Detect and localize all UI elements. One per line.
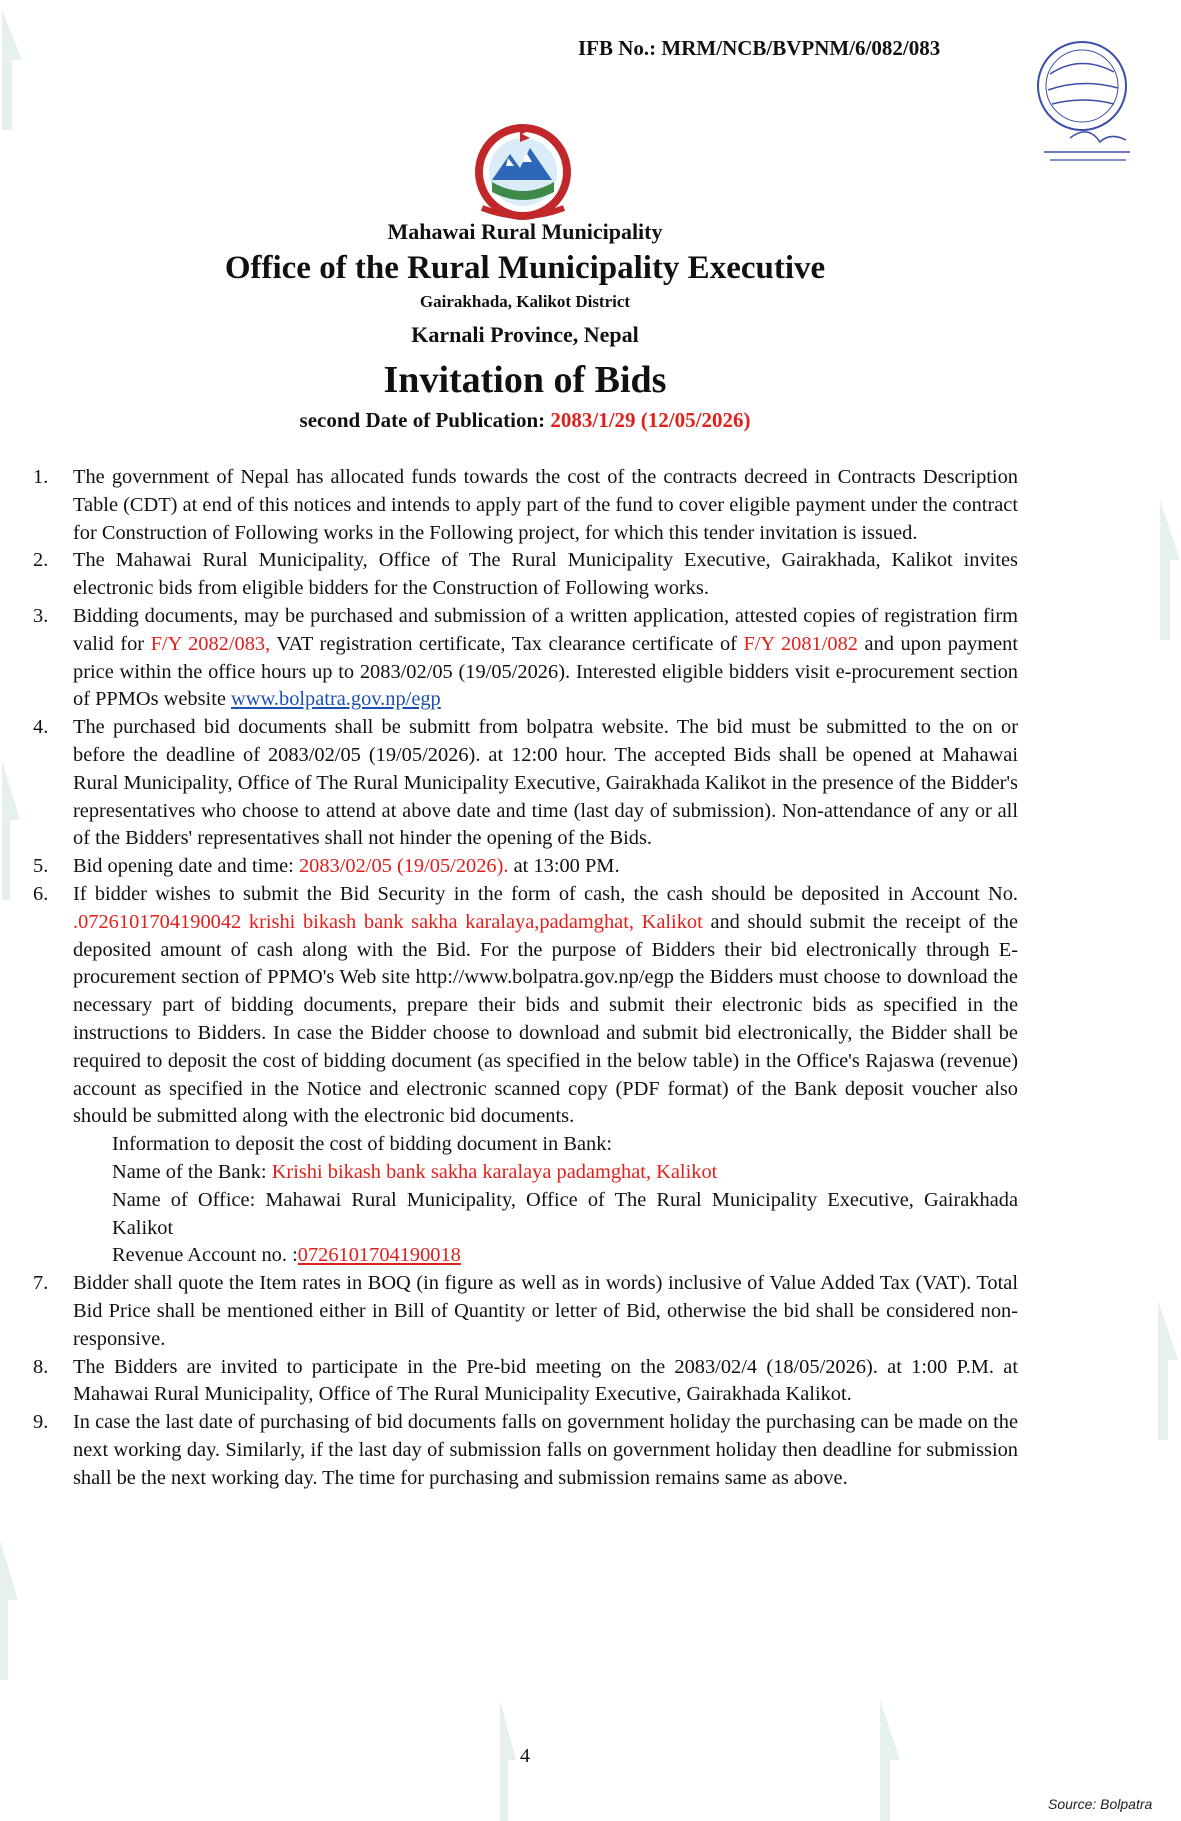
item-text	[73, 881, 1018, 1270]
account-number: .0726101704190042 krishi bikash bank sakha karalaya,padamghat, Kalikot	[73, 910, 703, 933]
item-text: Bidder shall quote the Item rates in BOQ (in figure as well as in words) inclusive of Value Added Tax (VAT). Total Bid Price shall be mentioned either in Bill of Quantity or letter of Bid, otherwise the bid shall be considered non-responsive.	[73, 1272, 1018, 1350]
item-number: 9.	[33, 1411, 49, 1434]
bank-name: Krishi bikash bank sakha karalaya padamghat, Kalikot	[271, 1160, 718, 1183]
ifb-number	[578, 36, 940, 61]
item-number: 5.	[33, 855, 49, 878]
text-segment: Bid opening date and time:	[73, 855, 299, 878]
item-number: 6.	[33, 882, 49, 905]
revenue-label: Revenue Account no. :	[112, 1244, 298, 1267]
list-item	[30, 464, 1018, 547]
list-item	[30, 714, 1018, 853]
item-text	[73, 603, 1018, 714]
item-number: 8.	[33, 1355, 49, 1378]
item-text	[73, 853, 1018, 881]
office-address: Gairakhada, Kalikot District	[419, 292, 631, 311]
office-name-line: Name of Office: Mahawai Rural Municipality, Office of The Rural Municipality Executive, Gairakhada Kalikot	[112, 1188, 1018, 1239]
source-caption: Source: Bolpatra	[1048, 1796, 1153, 1812]
item-number: 1.	[33, 466, 49, 488]
text-segment: If bidder wishes to submit the Bid Security in the form of cash, the cash should be deposited in Account No.	[73, 882, 1018, 905]
list-item	[30, 603, 1018, 714]
bank-name-line	[112, 1159, 1018, 1187]
text-segment: and upon payment price within the office hours up to 2083/02/05 (19/05/2026). Interested eligible bidders visit e-procurement section of PPMOs website	[73, 632, 1018, 711]
list-item	[30, 1409, 1018, 1492]
opening-date: 2083/02/05 (19/05/2026).	[298, 855, 509, 878]
item-number: 7.	[33, 1272, 49, 1295]
nepal-emblem	[468, 120, 578, 224]
revenue-account-number: 0726101704190018	[297, 1244, 461, 1267]
ifb-label: IFB No.:	[578, 36, 657, 60]
bolpatra-link[interactable]: www.bolpatra.gov.np/egp	[231, 688, 441, 711]
ifb-value: MRM/NCB/BVPNM/6/082/083	[661, 36, 941, 60]
municipality-name: Mahawai Rural Municipality	[387, 219, 663, 244]
item-number: 3.	[33, 604, 49, 627]
approval-seal	[1030, 34, 1140, 164]
page-number: 4	[520, 1745, 530, 1767]
item-text: The Mahawai Rural Municipality, Office of The Rural Municipality Executive, Gairakhada, Kalikot invites electronic bids from eligible bidders for the Construction of Following works.	[73, 549, 1018, 600]
publication-label: second Date of Publication:	[299, 408, 546, 432]
item-number: 2.	[33, 549, 49, 572]
province: Karnali Province, Nepal	[411, 322, 639, 347]
text-segment: and should submit the receipt of the deposited amount of cash along with the Bid. For the purpose of Bidders their bid electronically through E-procurement section of PPMO's Web site http://www.bolpatra.gov.np/egp the Bidders must choose to download the necessary part of bidding documents, prepare their bids and submit their electronic bids as specified in the instructions to Bidders. In case the Bidder choose to download and submit bid electronically, the Bidder shall be required to deposit the cost of bidding document (as specified in the below table) in the Office's Rajaswa (revenue) account as specified in the Notice and electronic scanned copy (PDF format) of the Bank deposit voucher also should be submitted along with the electronic bid documents.	[73, 910, 1018, 1128]
revenue-account-line	[112, 1242, 1018, 1270]
publication-date-line	[0, 408, 1050, 433]
item-number: 4.	[33, 716, 49, 739]
text-segment: at 13:00 PM.	[508, 855, 620, 878]
text-segment: VAT registration certificate, Tax clearance certificate of	[270, 632, 744, 655]
item-text: In case the last date of purchasing of bid documents falls on government holiday the purchasing can be made on the next working day. Similarly, if the last day of submission falls on government holiday then deadline for submission shall be the next working day. The time for purchasing and submission remains same as above.	[73, 1411, 1018, 1489]
fiscal-year-highlight: F/Y 2082/083,	[150, 632, 271, 655]
list-item	[30, 1354, 1018, 1410]
item-text: The government of Nepal has allocated funds towards the cost of the contracts decreed in Contracts Description Table (CDT) at end of this notices and intends to apply part of the fund to cover eligible payment under the contract for Construction of Following works in the Following project, for which this tender invitation is issued.	[73, 466, 1018, 544]
publication-date: 2083/1/29 (12/05/2026)	[550, 408, 751, 432]
bid-conditions-list	[30, 464, 1018, 1492]
office-title: Office of the Rural Municipality Executive	[224, 250, 826, 286]
list-item	[30, 853, 1018, 881]
deposit-info-heading: Information to deposit the cost of bidding document in Bank:	[112, 1133, 613, 1156]
page-title: Invitation of Bids	[383, 359, 667, 401]
text-segment: Bidding documents, may be purchased and submission of a written application, attested copies of registration firm valid for	[73, 604, 1018, 655]
bank-label: Name of the Bank:	[112, 1160, 272, 1183]
item-text: The Bidders are invited to participate in the Pre-bid meeting on the 2083/02/4 (18/05/2026). at 1:00 P.M. at Mahawai Rural Municipality, Office of The Rural Municipality Executive, Gairakhada Kalikot.	[73, 1355, 1018, 1406]
list-item	[30, 881, 1018, 1270]
list-item	[30, 547, 1018, 603]
list-item	[30, 1270, 1018, 1353]
item-text: The purchased bid documents shall be submitt from bolpatra website. The bid must be submitted to the on or before the deadline of 2083/02/05 (19/05/2026). at 12:00 hour. The accepted Bids shall be opened at Mahawai Rural Municipality, Office of The Rural Municipality Executive, Gairakhada Kalikot in the presence of the Bidder's representatives who choose to attend at above date and time (last day of submission). Non-attendance of any or all of the Bidders' representatives shall not hinder the opening of the Bids.	[73, 716, 1018, 850]
fiscal-year-highlight: F/Y 2081/082	[743, 632, 858, 655]
deposit-info	[73, 1131, 1018, 1270]
